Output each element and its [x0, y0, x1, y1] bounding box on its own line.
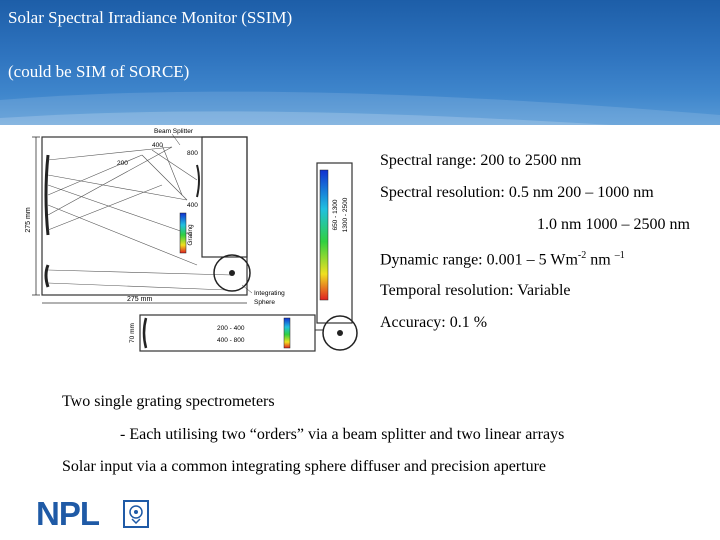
label-200: 200 [117, 160, 128, 167]
label-beam-splitter: Beam Splitter [154, 128, 194, 135]
spec-temporal-resolution: Temporal resolution: Variable [380, 282, 571, 299]
spec-spectral-range: Spectral range: 200 to 2500 nm [380, 152, 582, 169]
dynamic-range-sup2: –1 [614, 250, 625, 261]
dynamic-range-sup1: -2 [577, 250, 587, 261]
header-banner [0, 0, 720, 125]
spec-accuracy: Accuracy: 0.1 % [380, 314, 488, 331]
label-200-400: 200 - 400 [217, 325, 245, 332]
bullet-integrating-sphere: Solar input via a common integrating sphere diffuser and precision aperture [62, 458, 546, 475]
label-400-mid: 400 [187, 202, 198, 209]
spec-spectral-resolution-2: 1.0 nm 1000 – 2500 nm [537, 216, 690, 233]
npl-logo [36, 497, 151, 531]
bullet-orders: - Each utilising two “orders” via a beam splitter and two linear arrays [120, 426, 565, 443]
slide-title: Solar Spectral Irradiance Monitor (SSIM) [8, 8, 293, 27]
dim-275-horizontal: 275 mm [127, 296, 153, 303]
label-400-top: 400 [152, 142, 163, 149]
dim-70: 70 mm [129, 323, 136, 343]
spec-dynamic-range [380, 250, 625, 269]
label-integrating: Integrating [254, 290, 285, 297]
spec-spectral-resolution: Spectral resolution: 0.5 nm 200 – 1000 nm [380, 184, 654, 201]
bullet-spectrometers: Two single grating spectrometers [62, 393, 275, 410]
dynamic-range-mid: nm [586, 251, 615, 269]
dynamic-range-text: Dynamic range: 0.001 – 5 Wm [380, 251, 578, 269]
label-range-1300-2500: 1300 - 2500 [342, 197, 349, 233]
label-grating: Grating [187, 224, 194, 246]
label-800: 800 [187, 150, 198, 157]
label-range-650-1300: 650 - 1300 [332, 199, 339, 231]
instrument-diagram [22, 125, 362, 357]
dim-275-vertical: 275 mm [25, 207, 32, 233]
label-400-800: 400 - 800 [217, 337, 245, 344]
slide-subtitle: (could be SIM of SORCE) [8, 62, 190, 81]
npl-crest-icon [123, 500, 149, 528]
label-sphere: Sphere [254, 299, 275, 306]
npl-logo-text: NPL [36, 495, 99, 532]
